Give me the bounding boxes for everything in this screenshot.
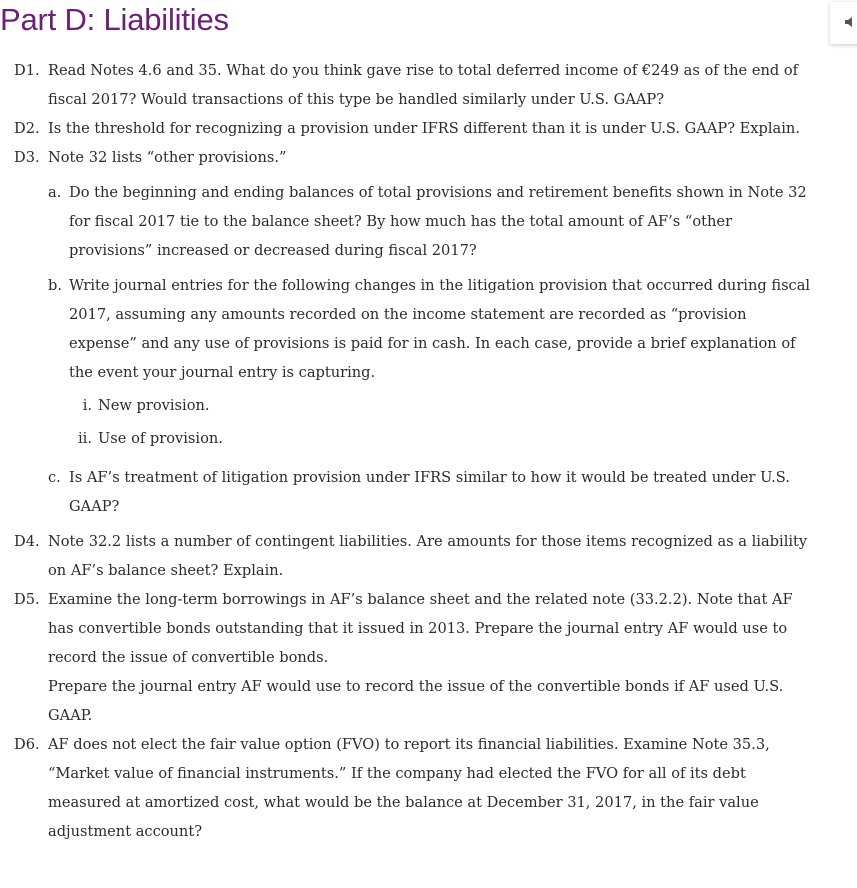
- sub-question-label: a.: [48, 184, 62, 201]
- sub-item-text: Use of provision.: [98, 430, 223, 447]
- sub-question-text: Do the beginning and ending balances of total provisions and retirement benefits shown in Note 32 for fiscal 2017 tie to the balance sheet? By how much has the total amount of AF’s “other provisions” increased or decreased during fiscal 2017?: [69, 184, 807, 259]
- question-text: Examine the long-term borrowings in AF’s balance sheet and the related note (33.2.2). Note that AF has convertible bonds outstanding that it issued in 2013. Prepare the journal entry AF would use to record the issue of convertible bonds.: [48, 591, 793, 666]
- sub-question-label: c.: [48, 469, 61, 486]
- question-number: D6.: [14, 736, 40, 753]
- question-item: [0, 56, 857, 114]
- question-number: D3.: [14, 149, 40, 166]
- sub-question: [48, 271, 817, 457]
- sub-question-body: [69, 271, 817, 457]
- sub-item-label: i.: [82, 397, 92, 414]
- speaker-icon: [844, 16, 856, 28]
- question-body: [48, 114, 857, 143]
- sub-item-list: [69, 391, 817, 453]
- question-item: [0, 730, 857, 846]
- sub-question: [48, 178, 817, 265]
- question-item: [0, 527, 857, 585]
- question-number: D4.: [14, 533, 40, 550]
- question-list: [0, 56, 857, 846]
- sub-question-text: Write journal entries for the following changes in the litigation provision that occurred during fiscal 2017, assuming any amounts recorded on the income statement are recorded as “provision expense” and any use of provisions is paid for in cash. In each case, provide a brief explanation of the event your journal entry is capturing.: [69, 277, 811, 381]
- question-number: D2.: [14, 120, 40, 137]
- question-body: [48, 585, 857, 730]
- question-body: [48, 143, 857, 527]
- page-title: Part D: Liabilities: [0, 2, 229, 37]
- question-text: Note 32.2 lists a number of contingent liabilities. Are amounts for those items recognized as a liability on AF’s balance sheet? Explain.: [48, 533, 808, 579]
- question-text: Is the threshold for recognizing a provision under IFRS different than it is under U.S. GAAP? Explain.: [48, 120, 800, 137]
- question-number: D5.: [14, 591, 40, 608]
- question-text: AF does not elect the fair value option (FVO) to report its financial liabilities. Examine Note 35.3, “Market value of financial instruments.” If the company had elected the FVO for all of its debt measured at amortized cost, what would be the balance at December 31, 2017, in the fair value adjustment account?: [48, 736, 770, 840]
- question-text: Prepare the journal entry AF would use to record the issue of the convertible bonds if AF used U.S. GAAP.: [48, 678, 784, 724]
- sub-question-list: [48, 178, 817, 521]
- question-item: [0, 114, 857, 143]
- audio-button[interactable]: [830, 2, 857, 44]
- question-text: Note 32 lists “other provisions.”: [48, 149, 287, 166]
- sub-question-label: b.: [48, 277, 62, 294]
- sub-item: [75, 424, 817, 453]
- question-number: D1.: [14, 62, 40, 79]
- sub-question-text: Is AF’s treatment of litigation provision under IFRS similar to how it would be treated under U.S. GAAP?: [69, 469, 790, 515]
- sub-question-body: [69, 463, 817, 521]
- sub-item: [75, 391, 817, 420]
- sub-question: [48, 463, 817, 521]
- question-item: [0, 143, 857, 527]
- sub-item-text: New provision.: [98, 397, 210, 414]
- question-body: [48, 56, 857, 114]
- sub-question-body: [69, 178, 817, 265]
- question-text: Read Notes 4.6 and 35. What do you think gave rise to total deferred income of €249 as of the end of fiscal 2017? Would transactions of this type be handled similarly under U.S. GAAP?: [48, 62, 799, 108]
- question-body: [48, 730, 857, 846]
- question-body: [48, 527, 857, 585]
- question-item: [0, 585, 857, 730]
- sub-item-label: ii.: [78, 430, 92, 447]
